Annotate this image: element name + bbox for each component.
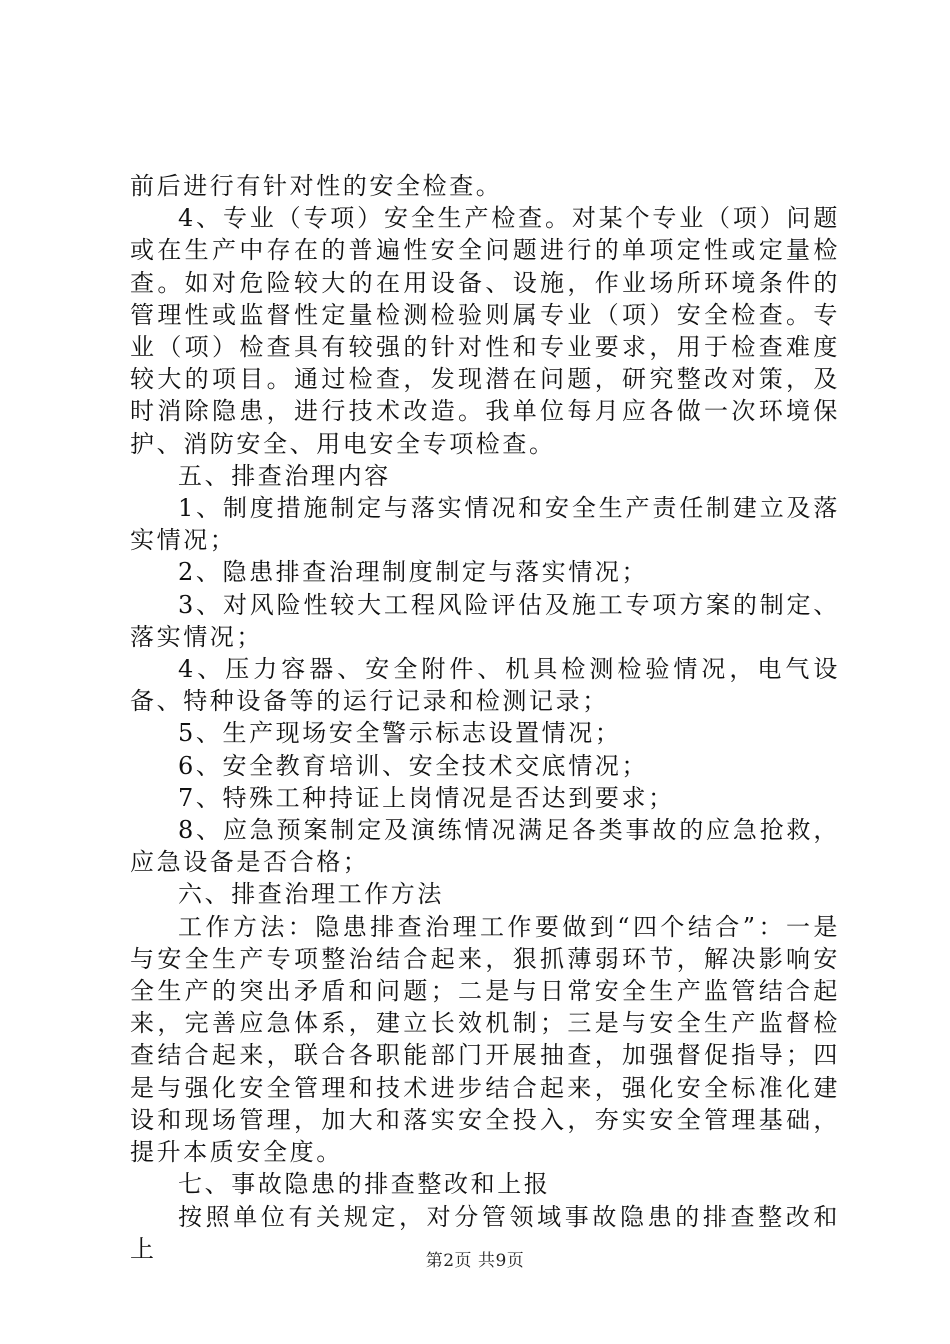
page-number-footer: 第2页 共9页 [425, 1251, 525, 1271]
list-item: 6、安全教育培训、安全技术交底情况； [178, 751, 649, 780]
section-heading-methods: 六、排查治理工作方法 [178, 880, 444, 909]
list-item: 3、对风险性较大工程风险评估及施工专项方案的制定、落实情况； [130, 590, 840, 651]
document-body [130, 170, 840, 1265]
list-item: 1、制度措施制定与落实情况和安全生产责任制建立及落实情况； [130, 494, 840, 555]
paragraph-special-inspection: 4、专业（专项）安全生产检查。对某个专业（项）问题或在生产中存在的普遍性安全问题进行的单项定性或定量检查。如对危险较大的在用设备、设施，作业场所环境条件的管理性或监督性定量检测检验则属专业（项）安全检查。专业（项）检查具有较强的针对性和专业要求，用于检查难度较大的项目。通过检查，发现潜在问题，研究整改对策，及时消除隐患，进行技术改造。我单位每月应各做一次环境保护、消防安全、用电安全专项检查。 [130, 204, 840, 458]
list-item: 5、生产现场安全警示标志设置情况； [178, 719, 622, 748]
list-item: 7、特殊工种持证上岗情况是否达到要求； [178, 783, 675, 812]
list-item: 4、压力容器、安全附件、机具检测检验情况，电气设备、特种设备等的运行记录和检测记录； [130, 655, 840, 716]
paragraph-reporting: 按照单位有关规定，对分管领域事故隐患的排查整改和上 [130, 1202, 840, 1263]
paragraph-work-methods: 工作方法：隐患排查治理工作要做到“四个结合”：一是与安全生产专项整治结合起来，狠抓薄弱环节，解决影响安全生产的突出矛盾和问题；二是与日常安全生产监管结合起来，完善应急体系，建立长效机制；三是与安全生产监督检查结合起来，联合各职能部门开展抽查，加强督促指导；四是与强化安全管理和技术进步结合起来，强化安全标准化建设和现场管理，加大和落实安全投入，夯实安全管理基础，提升本质安全度。 [130, 912, 840, 1167]
list-item: 2、隐患排查治理制度制定与落实情况； [178, 558, 649, 587]
section-heading-reporting: 七、事故隐患的排查整改和上报 [178, 1170, 551, 1199]
section-heading-contents: 五、排查治理内容 [178, 461, 391, 490]
list-item: 8、应急预案制定及演练情况满足各类事故的应急抢救，应急设备是否合格； [130, 816, 840, 877]
paragraph-continuation: 前后进行有针对性的安全检查。 [130, 172, 503, 200]
